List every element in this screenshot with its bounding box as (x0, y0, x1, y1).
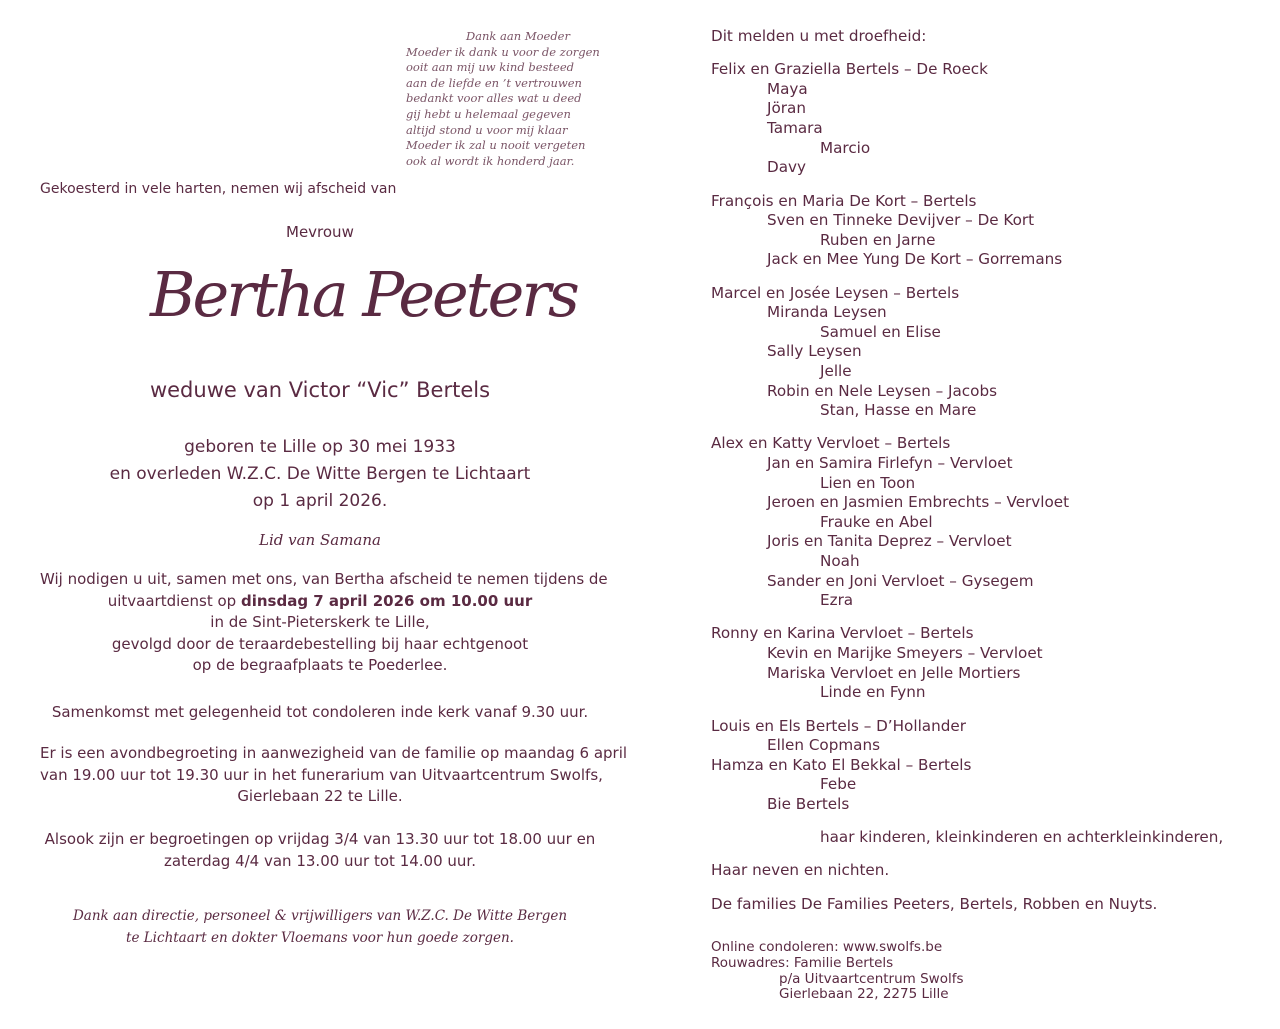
family-member: Noah (820, 552, 860, 570)
poem-line: Moeder ik zal u nooit vergeten (406, 138, 586, 153)
family-member: Alex en Katty Vervloet – Bertels (711, 434, 951, 453)
family-member: Kevin en Marijke Smeyers – Vervloet (767, 644, 1043, 663)
evening-visit-block (40, 743, 628, 808)
family-group (711, 284, 1271, 421)
invite-text: uitvaartdienst op (107, 591, 241, 610)
contact-footer (711, 940, 964, 1003)
family-member: Davy (767, 158, 806, 177)
family-member: Jelle (820, 361, 852, 380)
visits-block (40, 829, 600, 872)
family-group (711, 434, 1271, 610)
visits-line: Alsook zijn er begroetingen op vrijdag 3/4 van 13.30 uur tot 18.00 uur en (44, 830, 596, 848)
family-member: François en Maria De Kort – Bertels (711, 191, 977, 210)
announce-heading: Dit melden u met droefheid: (711, 27, 927, 45)
family-member: Marcio (820, 138, 871, 157)
membership: Lid van Samana (259, 531, 381, 549)
widow-line: weduwe van Victor “Vic” Bertels (149, 378, 491, 402)
invitation-block (40, 569, 608, 677)
family-member: Robin en Nele Leysen – Jacobs (767, 381, 998, 400)
family-member: Ronny en Karina Vervloet – Bertels (711, 624, 974, 643)
family-member: Stan, Hasse en Mare (820, 401, 977, 420)
family-member: Tamara (767, 119, 823, 138)
birth-death-block (40, 434, 600, 515)
family-member: Samuel en Elise (820, 322, 941, 341)
thanks-line: te Lichtaart en dokter Vloemans voor hun goede zorgen. (126, 930, 514, 946)
family-group (711, 60, 1271, 178)
family-member: Louis en Els Bertels – D’Hollander (711, 716, 966, 735)
salutation: Mevrouw (286, 223, 354, 241)
thanks-line: Dank aan directie, personeel & vrijwilligers van W.Z.C. De Witte Bergen (72, 908, 568, 924)
family-group (711, 717, 1271, 815)
intro-text: Gekoesterd in vele harten, nemen wij afscheid van (40, 181, 397, 197)
poem-line: altijd stond u voor mij klaar (406, 122, 568, 137)
evening-line: Gierlebaan 22 te Lille. (237, 787, 403, 805)
poem-line: ooit aan mij uw kind besteed (406, 60, 575, 75)
family-member: Mariska Vervloet en Jelle Mortiers (767, 663, 1021, 682)
mourning-address-line: Gierlebaan 22, 2275 Lille (779, 986, 949, 1003)
family-group (711, 861, 1271, 881)
poem-line: gij hebt u helemaal gegeven (406, 106, 571, 121)
online-condolence: Online condoleren: www.swolfs.be (711, 939, 943, 955)
gathering-text: Samenkomst met gelegenheid tot condoleren inde kerk vanaf 9.30 uur. (51, 703, 589, 721)
evening-line: van 19.00 uur tot 19.30 uur in het funerarium van Uitvaartcentrum Swolfs, (40, 765, 603, 784)
family-member: Ruben en Jarne (820, 230, 936, 249)
family-member: Ezra (820, 591, 854, 610)
funeral-datetime: dinsdag 7 april 2026 om 10.00 uur (240, 591, 533, 610)
family-member: De families De Families Peeters, Bertels, Robben en Nuyts. (711, 894, 1158, 913)
invite-line: gevolgd door de teraardebestelling bij haar echtgenoot (111, 634, 529, 653)
deceased-name: Bertha Peeters (150, 258, 577, 331)
poem (406, 29, 600, 169)
family-member: Linde en Fynn (820, 683, 926, 702)
family-groups (711, 60, 1271, 914)
invite-line: op de begraafplaats te Poederlee. (192, 656, 448, 674)
invite-line: Wij nodigen u uit, samen met ons, van Bertha afscheid te nemen tijdens de (40, 570, 608, 588)
death-line: en overleden W.Z.C. De Witte Bergen te Lichtaart (109, 464, 531, 484)
poem-line: aan de liefde en ’t vertrouwen (406, 75, 582, 90)
poem-line: ook al wordt ik honderd jaar. (406, 153, 575, 168)
visits-line: zaterdag 4/4 van 13.00 uur tot 14.00 uur. (164, 851, 476, 870)
family-member: Ellen Copmans (767, 736, 881, 755)
family-member: Bie Bertels (767, 794, 850, 813)
mourning-address-line: p/a Uitvaartcentrum Swolfs (779, 970, 964, 987)
poem-title: Dank aan Moeder (465, 29, 570, 43)
family-member: Felix en Graziella Bertels – De Roeck (711, 60, 988, 79)
family-member: Haar neven en nichten. (711, 861, 890, 880)
death-date-line: op 1 april 2026. (252, 491, 388, 511)
thanks-block (40, 905, 600, 949)
family-member: Marcel en Josée Leysen – Bertels (711, 283, 960, 302)
family-group (711, 828, 1271, 848)
family-group (711, 192, 1271, 270)
birth-line: geboren te Lille op 30 mei 1933 (184, 437, 456, 457)
invite-line: in de Sint-Pieterskerk te Lille, (210, 613, 430, 631)
invite-line (40, 591, 600, 613)
poem-line: Moeder ik dank u voor de zorgen (406, 44, 600, 59)
family-member: Frauke en Abel (820, 512, 933, 531)
family-member: Miranda Leysen (767, 303, 887, 322)
poem-line: bedankt voor alles wat u deed (406, 91, 582, 106)
family-member: haar kinderen, kleinkinderen en achterkleinkinderen, (820, 828, 1224, 847)
family-member: Sander en Joni Vervloet – Gysegem (767, 571, 1034, 590)
family-member: Jan en Samira Firlefyn – Vervloet (767, 454, 1013, 473)
family-group (711, 624, 1271, 702)
evening-line: Er is een avondbegroeting in aanwezigheid van de familie op maandag 6 april (40, 744, 628, 762)
family-member: Maya (767, 79, 808, 98)
family-member: Jeroen en Jasmien Embrechts – Vervloet (767, 493, 1070, 512)
family-member: Sven en Tinneke Devijver – De Kort (767, 211, 1035, 230)
family-member: Sally Leysen (767, 342, 862, 361)
family-member: Jack en Mee Yung De Kort – Gorremans (767, 250, 1063, 269)
family-list (711, 27, 1271, 914)
family-member: Joris en Tanita Deprez – Vervloet (767, 532, 1012, 551)
family-member: Jöran (767, 99, 806, 118)
family-group (711, 895, 1271, 915)
family-member: Lien en Toon (820, 473, 916, 492)
family-member: Febe (820, 775, 857, 794)
mourning-address-label: Rouwadres: Familie Bertels (711, 954, 894, 971)
family-member: Hamza en Kato El Bekkal – Bertels (711, 755, 972, 774)
